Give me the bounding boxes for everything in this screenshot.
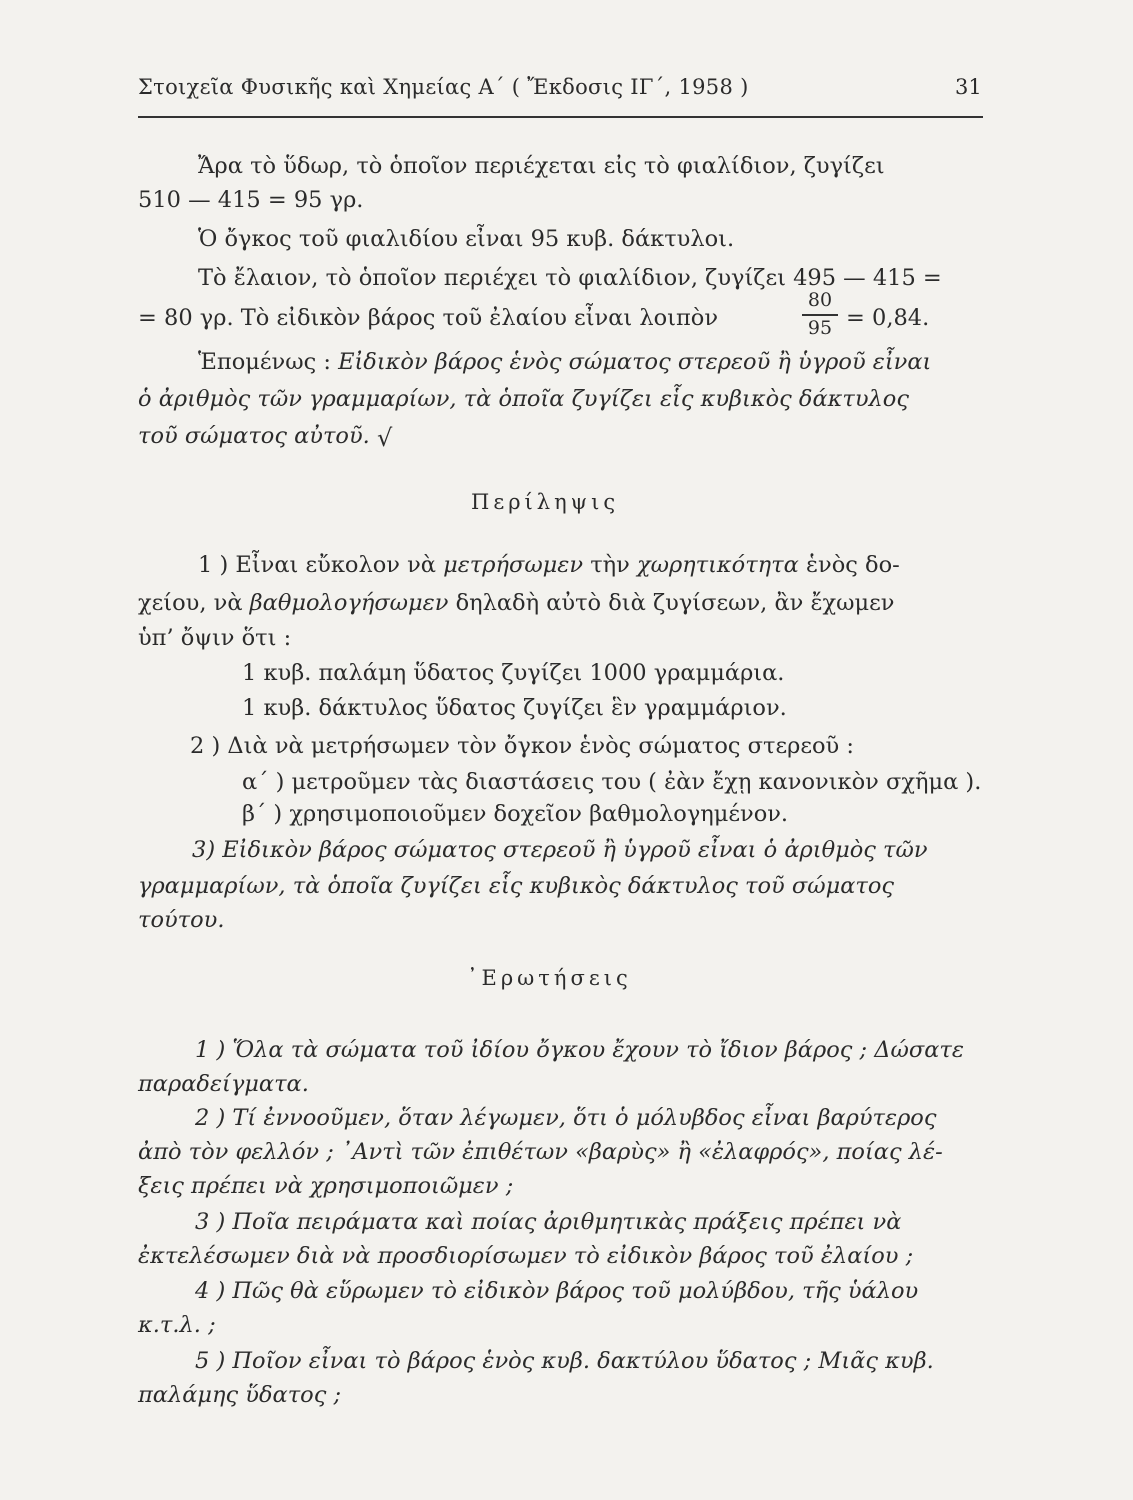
definition-line-1 — [198, 348, 931, 376]
summary-2-item-a: α΄ ) μετροῦμεν τὰς διαστάσεις του ( ἐὰν ἔχῃ κανονικὸν σχῆμα ). — [242, 769, 982, 795]
fraction-denominator: 95 — [807, 317, 833, 339]
intro-line-5: = 80 γρ. Τὸ εἰδικὸν βάρος τοῦ ἐλαίου εἶναι λοιπὸν — [138, 305, 719, 331]
header-rule — [138, 116, 983, 118]
intro-line-2: 510 — 415 = 95 γρ. — [138, 187, 364, 213]
summary-1-fact-1: 1 κυβ. παλάμη ὕδατος ζυγίζει 1000 γραμμάρια. — [242, 660, 785, 686]
question-3-line-1: 3 ) Ποῖα πειράματα καὶ ποίας ἀριθμητικὰς πράξεις πρέπει νὰ — [195, 1209, 902, 1235]
definition-line-2: ὁ ἀριθμὸς τῶν γραμμαρίων, τὰ ὁποῖα ζυγίζει εἷς κυβικὸς δάκτυλος — [138, 386, 909, 412]
summary-1-text-e: δηλαδὴ αὐτὸ διὰ ζυγίσεων, ἂν ἔχωμεν — [455, 590, 895, 616]
summary-1-line-2 — [138, 589, 894, 617]
intro-line-3: Ὁ ὄγκος τοῦ φιαλιδίου εἶναι 95 κυβ. δάκτυλοι. — [198, 226, 735, 252]
check-mark: √ — [377, 424, 393, 452]
summary-1-text-c: ἑνὸς δο- — [805, 552, 900, 578]
page-number: 31 — [955, 75, 982, 99]
summary-2-item-b: β΄ ) χρησιμοποιοῦμεν δοχεῖον βαθμολογημένον. — [242, 801, 789, 827]
question-5-line-1: 5 ) Ποῖον εἶναι τὸ βάρος ἑνὸς κυβ. δακτύλου ὕδατος ; Μιᾶς κυβ. — [195, 1348, 934, 1374]
summary-2-line-1: 2 ) Διὰ νὰ μετρήσωμεν τὸν ὄγκον ἑνὸς σώματος στερεοῦ : — [190, 733, 854, 759]
question-4-line-2: κ.τ.λ. ; — [138, 1312, 216, 1338]
summary-3-line-3: τούτου. — [138, 907, 225, 933]
summary-1-text-a: Εἶναι εὔκολον νὰ — [235, 552, 436, 578]
question-5-line-2: παλάμης ὕδατος ; — [138, 1382, 342, 1408]
running-header: Στοιχεῖα Φυσικῆς καὶ Χημείας Α΄ ( Ἔκδοσις ΙΓ΄, 1958 ) — [138, 75, 749, 99]
summary-1-text-b: τὴν — [590, 552, 630, 578]
summary-1-text-d: χείου, νὰ — [138, 590, 243, 616]
definition-text-1: Εἰδικὸν βάρος ἑνὸς σώματος στερεοῦ ἢ ὑγροῦ εἶναι — [338, 349, 932, 375]
summary-1-number: 1 ) — [198, 552, 229, 578]
question-2-line-1: 2 ) Τί ἐννοοῦμεν, ὅταν λέγωμεν, ὅτι ὁ μόλυβδος εἶναι βαρύτερος — [195, 1105, 937, 1131]
questions-heading: ᾿Ερωτήσεις — [467, 966, 632, 990]
question-2-line-2: ἀπὸ τὸν φελλόν ; ᾿Αντὶ τῶν ἐπιθέτων «βαρὺς» ἢ «ἐλαφρός», ποίας λέ- — [138, 1139, 943, 1165]
summary-3-line-2: γραμμαρίων, τὰ ὁποῖα ζυγίζει εἷς κυβικὸς δάκτυλος τοῦ σώματος — [138, 873, 895, 899]
summary-heading: Περίληψις — [471, 490, 620, 514]
summary-1-italic-b: χωρητικότητα — [636, 552, 799, 578]
intro-result: = 0,84. — [846, 305, 930, 331]
question-1-line-1: 1 ) Ὅλα τὰ σώματα τοῦ ἰδίου ὄγκου ἔχουν τὸ ἴδιον βάρος ; Δώσατε — [195, 1037, 964, 1063]
summary-1-fact-2: 1 κυβ. δάκτυλος ὕδατος ζυγίζει ἓν γραμμάριον. — [242, 695, 787, 721]
summary-1-line-3: ὑπ’ ὄψιν ὅτι : — [138, 625, 292, 651]
summary-1-italic-c: βαθμολογήσωμεν — [249, 590, 449, 616]
intro-line-1: Ἄρα τὸ ὕδωρ, τὸ ὁποῖον περιέχεται εἰς τὸ φιαλίδιον, ζυγίζει — [198, 153, 885, 179]
summary-3-line-1: 3) Εἰδικὸν βάρος σώματος στερεοῦ ἢ ὑγροῦ εἶναι ὁ ἀριθμὸς τῶν — [192, 837, 928, 863]
question-4-line-1: 4 ) Πῶς θὰ εὕρωμεν τὸ εἰδικὸν βάρος τοῦ μολύβδου, τῆς ὑάλου — [195, 1278, 919, 1304]
summary-1-line-1 — [198, 551, 900, 579]
summary-1-italic-a: μετρήσωμεν — [443, 552, 584, 578]
definition-lead: Ἑπομένως : — [198, 349, 331, 375]
fraction-bar — [802, 314, 838, 316]
fraction-numerator: 80 — [807, 289, 833, 311]
question-2-line-3: ξεις πρέπει νὰ χρησιμοποιῶμεν ; — [138, 1173, 514, 1199]
question-1-line-2: παραδείγματα. — [138, 1071, 309, 1097]
definition-line-3: τοῦ σώματος αὐτοῦ. — [138, 423, 370, 449]
intro-line-4: Τὸ ἔλαιον, τὸ ὁποῖον περιέχει τὸ φιαλίδιον, ζυγίζει 495 — 415 = — [198, 265, 942, 291]
question-3-line-2: ἐκτελέσωμεν διὰ νὰ προσδιορίσωμεν τὸ εἰδικὸν βάρος τοῦ ἐλαίου ; — [138, 1243, 914, 1269]
